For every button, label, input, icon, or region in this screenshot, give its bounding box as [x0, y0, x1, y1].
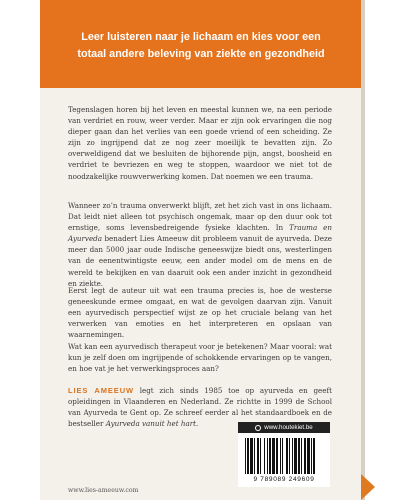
barcode-icon	[243, 438, 325, 474]
banner-headline	[56, 29, 346, 63]
blurb-paragraph-3: Eerst legt de auteur uit wat een trauma precies is, hoe de westerse geneeskunde ermee omgaat, en wat de gevolgen daarvan zijn. Vanuit een ayurvedisch perspectief wijst ze op het cruciale belang van het verwerken van emoties en het interpreteren en opslaan van waarnemingen.	[68, 286, 332, 340]
bio-text-a: legt zich sinds 1985 toe op ayurveda en geeft opleidingen in Vlaanderen en Nederland. Ze richtte in 1999 de School van Ayurveda te Gent op. Ze schreef eerder al het standaardboek en de bestseller	[68, 386, 333, 429]
publisher-url: www.houtekiet.be	[264, 424, 313, 431]
paragraph-2-text-b: benadert Lies Ameeuw dit probleem vanuit de ayurveda. Deze meer dan 5000 jaar oude Indische geneeswijze biedt ons, westerlingen van de eenentwintigste eeuw, een ander model om de mens en de wereld te bekijken en van daaruit ook een ander inzicht in gezondheid en ziekte.	[68, 234, 332, 288]
isbn-number: 9 789089 249609	[253, 476, 315, 483]
book-title: Trauma en Ayurveda	[68, 223, 332, 244]
author-website: www.lies-ameeuw.com	[68, 487, 139, 494]
publisher-barcode-box	[238, 422, 330, 487]
corner-tab-icon	[361, 474, 375, 500]
author-name: LIES AMEEUW	[68, 386, 134, 395]
bio-book-title: Ayurveda vanuit het hart	[105, 419, 196, 429]
cover-edge	[361, 0, 365, 500]
publisher-bar	[238, 422, 330, 433]
blurb-paragraph-4: Wat kan een ayurvedisch therapeut voor je betekenen? Maar vooral: wat kun je zelf doen om ingrijpende of schokkende ervaringen op te vangen, en hoe vat je het verwerkingsproces aan?	[68, 342, 332, 374]
paragraph-2-text-a: Wanneer zo’n trauma onverwerkt blijft, zet het zich vast in ons lichaam. Dat leidt niet alleen tot psychisch ongemak, maar op den duur ook tot ernstige, soms levensbedreigende fysieke klachten. In	[68, 201, 332, 233]
back-cover	[40, 0, 361, 500]
bio-end: .	[196, 419, 199, 429]
blurb-paragraph-2	[68, 200, 332, 289]
blurb-paragraph-1: Tegenslagen horen bij het leven en meestal kunnen we, na een periode van verdriet en rouw, weer verder. Maar er zijn ook ervaringen die nog dieper gaan dan het verlies van een goede vriend of een scheiding. Ze zijn zo ingrijpend dat ze nog zeer moeilijk te bevatten zijn. Zo overweldigend dat we besluiten de bijhorende pijn, angst, boosheid en verdriet te bevriezen en weg te stoppen, waardoor we niet tot de noodzakelijke rouwverwerking komen. Dat noemen we een trauma.	[68, 105, 332, 181]
headline-line-2: totaal andere beleving van ziekte en gezondheid	[77, 48, 325, 60]
title-banner	[40, 0, 361, 88]
headline-line-1: Leer luisteren naar je lichaam en kies voor een	[81, 31, 321, 43]
globe-icon	[255, 425, 261, 431]
